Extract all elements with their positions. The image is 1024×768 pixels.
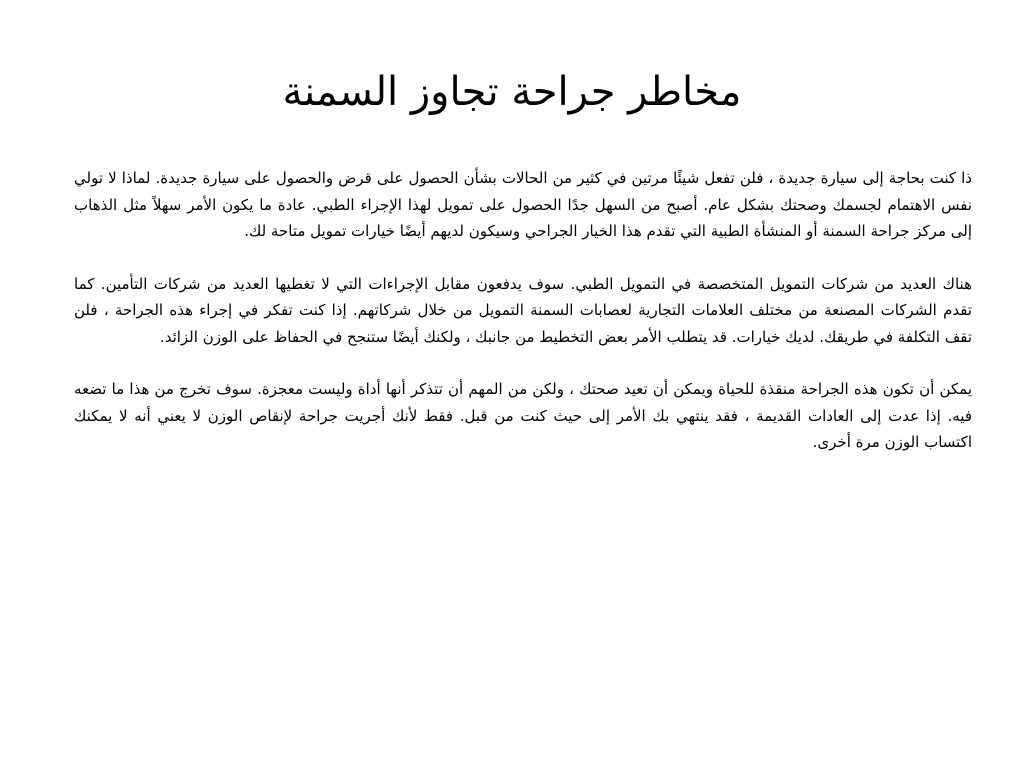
slide-body <box>74 165 972 482</box>
paragraph-financing: ذا كنت بحاجة إلى سيارة جديدة ، فلن تفعل شيئًا مرتين في كثير من الحالات بشأن الحصول على قرض والحصول على سيارة جديدة. لماذا لا تولي نفس الاهتمام لجسمك وصحتك بشكل عام. أصبح من السهل جدًا الحصول على تمويل لهذا الإجراء الطبي. عادة ما يكون الأمر سهلاً مثل الذهاب إلى مركز جراحة السمنة أو المنشأة الطبية التي تقدم هذا الخيار الجراحي وسيكون لديهم أيضًا خيارات تمويل متاحة لك. <box>74 169 972 240</box>
paragraph-tool-not-miracle: يمكن أن تكون هذه الجراحة منقذة للحياة ويمكن أن تعيد صحتك ، ولكن من المهم أن تتذكر أنها أداة وليست معجزة. سوف تخرج من هذا ما تضعه فيه. إذا عدت إلى العادات القديمة ، فقد ينتهي بك الأمر إلى حيث كنت من قبل. فقط لأنك أجريت جراحة لإنقاص الوزن لا يعني أنه لا يمكنك اكتساب الوزن مرة أخرى. <box>74 380 972 451</box>
slide-title: مخاطر جراحة تجاوز السمنة <box>282 69 742 115</box>
paragraph-finance-companies: هناك العديد من شركات التمويل المتخصصة في التمويل الطبي. سوف يدفعون مقابل الإجراءات التي لا تغطيها العديد من شركات التأمين. كما تقدم الشركات المصنعة من مختلف العلامات التجارية لعصابات السمنة التمويل من خلال شركاتهم. إذا كنت تفكر في إجراء هذه الجراحة ، فلن تقف التكلفة في طريقك. لديك خيارات. قد يتطلب الأمر بعض التخطيط من جانبك ، ولكنك أيضًا ستنجح في الحفاظ على الوزن الزائد. <box>74 274 972 346</box>
